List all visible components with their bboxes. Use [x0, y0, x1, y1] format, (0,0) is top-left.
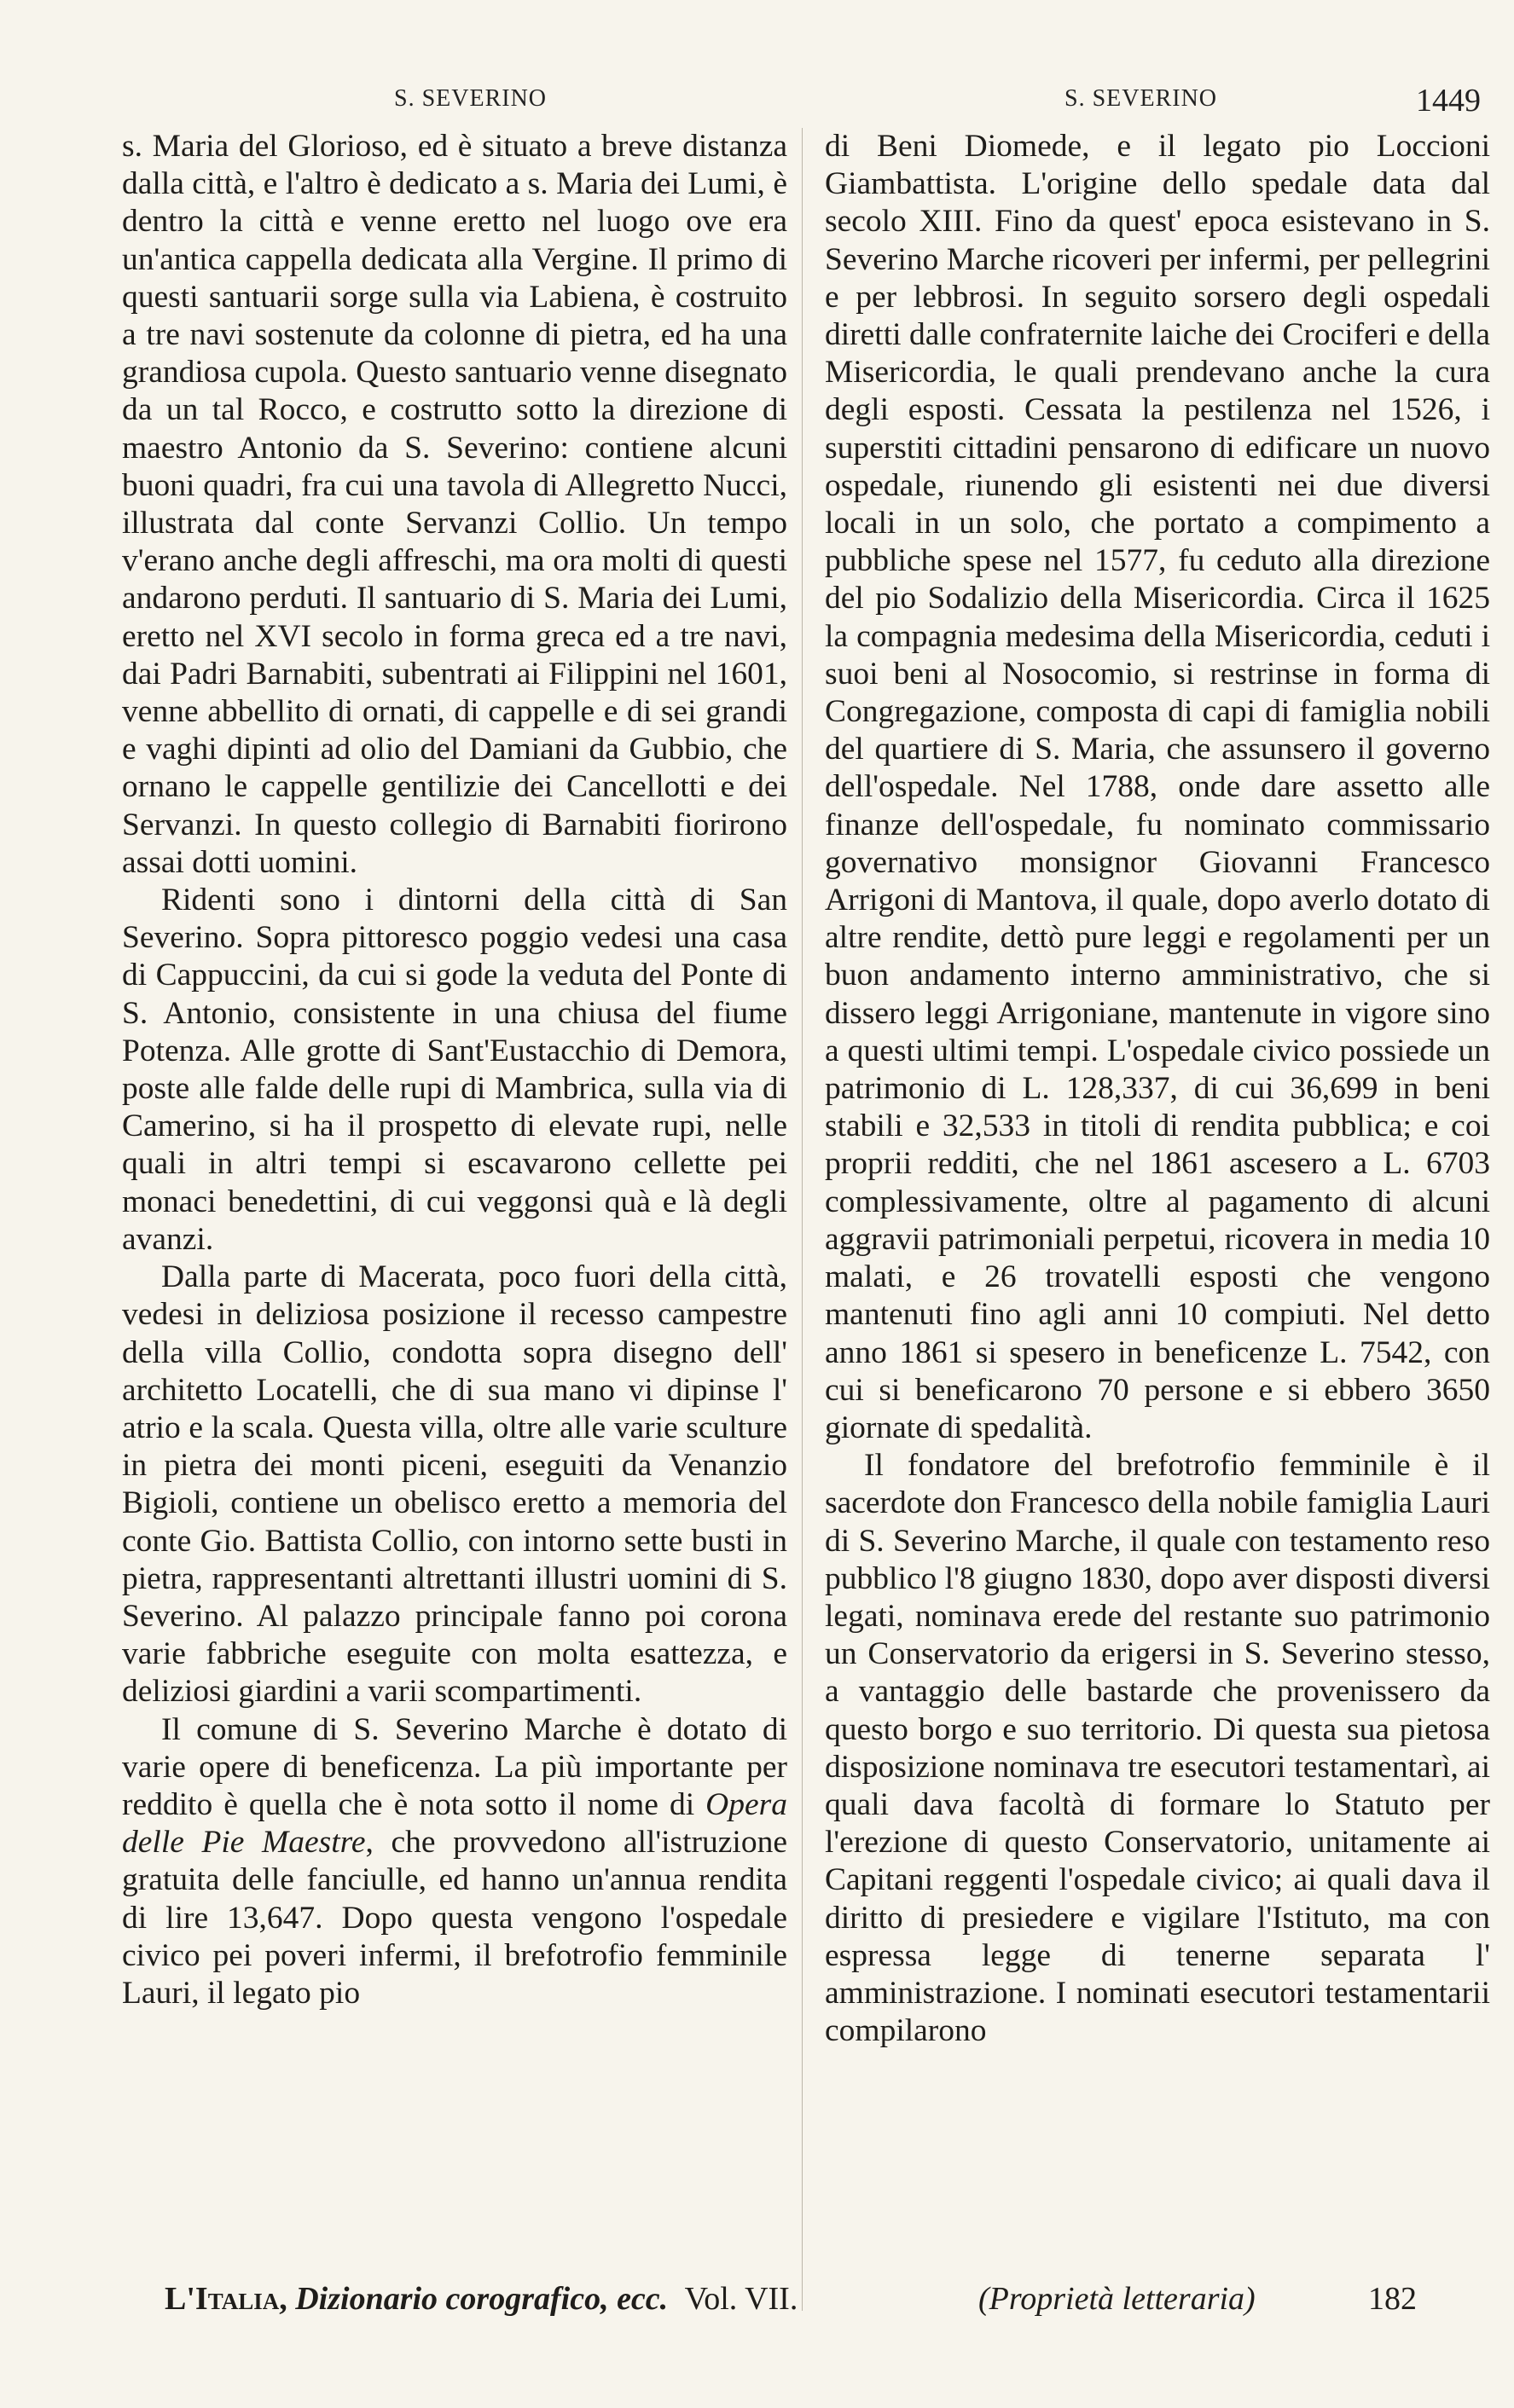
right-column — [825, 128, 1490, 2050]
footer-dictionary-title: Dizionario corografico, ecc. — [295, 2281, 669, 2317]
right-paragraph-1: di Beni Diomede, e il legato pio Loccioni Giambattista. L'origine dello spedale data dal secolo XIII. Fino da quest' epoca esistevano in S. Severino Marche ricoveri per infermi, per pellegrini e per lebbrosi. In seguito sorsero degli ospedali diretti dalle confraternite laiche dei Crociferi e della Misericordia, le quali prendevano anche la cura degli esposti. Cessata la pestilenza nel 1526, i superstiti cittadini pensarono di edificare un nuovo ospedale, riunendo gli esistenti nei due diversi locali in un solo, che portato a compimento a pubbliche spese nel 1577, fu ceduto alla direzione del pio Sodalizio della Misericordia. Circa il 1625 la compagnia medesima della Misericordia, ceduti i suoi beni al Nosocomio, si restrinse in forma di Congregazione, composta di capi di famiglia nobili del quartiere di S. Maria, che assunsero il governo dell'ospedale. Nel 1788, onde dare assetto alle finanze dell'ospedale, fu nominato commissario governativo monsignor Giovanni Francesco Arrigoni di Mantova, il quale, dopo averlo dotato di altre rendite, dettò pure leggi e regolamenti per un buon andamento interno amministrativo, che si dissero leggi Arrigoniane, mantenute in vigore sino a questi ultimi tempi. L'ospedale civico possiede un patrimonio di L. 128,337, di cui 36,699 in beni stabili e 32,533 in titoli di rendita pubblica; e coi proprii redditi, che nel 1861 ascesero a L. 6703 complessivamente, oltre al pagamento di alcuni aggravii patrimoniali perpetui, ricovera in media 10 malati, e 26 trovatelli esposti che vengono mantenuti fino agli anni 10 compiuti. Nel detto anno 1861 si spesero in beneficenze L. 7542, con cui si beneficarono 70 persone e si ebbero 3650 giornate di spedalità. — [825, 129, 1490, 1445]
left-paragraph-4 — [122, 1711, 787, 2013]
left-paragraph-2: Ridenti sono i dintorni della città di San Severino. Sopra pittoresco poggio vedesi una casa di Cappuccini, da cui si gode la veduta del Ponte di S. Antonio, consistente in una chiusa del fiume Potenza. Alle grotte di Sant'Eustacchio di Demora, poste alle falde delle rupi di Mambrica, sulla via di Camerino, si ha il prospetto di elevate rupi, nelle quali in altri tempi si escavarono cellette pei monaci benedettini, di cui veggonsi quà e là degli avanzi. — [122, 883, 787, 1257]
running-head-right: S. SEVERINO — [1064, 85, 1218, 112]
left-paragraph-1: s. Maria del Glorioso, ed è situato a breve distanza dalla città, e l'altro è dedicato a s. Maria dei Lumi, è dentro la città e venne eretto nel luogo ove era un'antica cappella dedicata alla Vergine. Il primo di questi santuarii sorge sulla via Labiena, è costruito a tre navi sostenute da colonne di pietra, ed ha una grandiosa cupola. Questo santuario venne disegnato da un tal Rocco, e costrutto sotto la direzione di maestro Antonio da S. Severino: contiene alcuni buoni quadri, fra cui una tavola di Allegretto Nucci, illustrata dal conte Servanzi Collio. Un tempo v'erano anche degli affreschi, ma ora molti di questi andarono perduti. Il santuario di S. Maria dei Lumi, eretto nel XVI secolo in forma greca ed a tre navi, dai Padri Barnabiti, subentrati ai Filippini nel 1601, venne abbellito di ornati, di cappelle e di sei grandi e vaghi dipinti ad olio del Damiani da Gubbio, che ornano le cappelle gentilizie dei Cancellotti e dei Servanzi. In questo collegio di Barnabiti fiorirono assai dotti uomini. — [122, 129, 787, 880]
left-column — [122, 128, 787, 2012]
page-number: 1449 — [1416, 83, 1481, 119]
opera-pie-maestre-italic: Opera delle Pie Maestre — [122, 1786, 787, 1861]
footer-signature: 182 — [1368, 2281, 1417, 2317]
left-paragraph-3: Dalla parte di Macerata, poco fuori della città, vedesi in deliziosa posizione il recesso campestre della villa Collio, condotta sopra disegno dell' architetto Locatelli, che di sua mano vi dipinse l' atrio e la scala. Questa villa, oltre alle varie sculture in pietra dei monti piceni, eseguiti da Venanzio Bigioli, contiene un obelisco eretto a memoria del conte Gio. Battista Collio, con intorno sette busti in pietra, rappresentanti altrettanti illustri uomini di S. Severino. Al palazzo principale fanno poi corona varie fabbriche eseguite con molta esattezza, e deliziosi giardini a varii scompartimenti. — [122, 1259, 787, 1710]
left-paragraph-4-text-b: , che provvedono all'istruzione gratuita delle fanciulle, ed hanno un'annua rendita di lire 13,647. Dopo questa vengono l'ospedale civico pei poveri infermi, il brefotrofio femminile Lauri, il legato pio — [122, 1825, 787, 2011]
footer-property: (Proprietà letteraria) — [978, 2281, 1256, 2317]
right-paragraph-2: Il fondatore del brefotrofio femminile è il sacerdote don Francesco della nobile famiglia Lauri di S. Severino Marche, il quale con testamento reso pubblico l'8 giugno 1830, dopo aver disposti diversi legati, nominava erede del restante suo patrimonio un Conservatorio da erigersi in S. Severino stesso, a vantaggio delle bastarde che provenissero da questo borgo e suo territorio. Di questa sua pietosa disposizione nominava tre esecutori testamentarì, ai quali dava facoltà di formare lo Statuto per l'erezione di questo Conservatorio, unitamente ai Capitani reggenti l'ospedale civico; ai quali dava il diritto di presiedere e vigilare l'Istituto, ma con espressa legge di tenerne separata l' amministrazione. I nominati esecutori testamentarii compilarono — [825, 1448, 1490, 2049]
left-paragraph-4-text-a: Il comune di S. Severino Marche è dotato di varie opere di beneficenza. La più importante per reddito è quella che è nota sotto il nome di — [122, 1711, 787, 1822]
running-head-left: S. SEVERINO — [394, 85, 548, 112]
footer-italia: L'Italia, — [165, 2281, 287, 2317]
column-divider — [802, 128, 803, 2311]
page-footer — [165, 2280, 1436, 2318]
footer-volume: Vol. VII. — [684, 2281, 798, 2317]
